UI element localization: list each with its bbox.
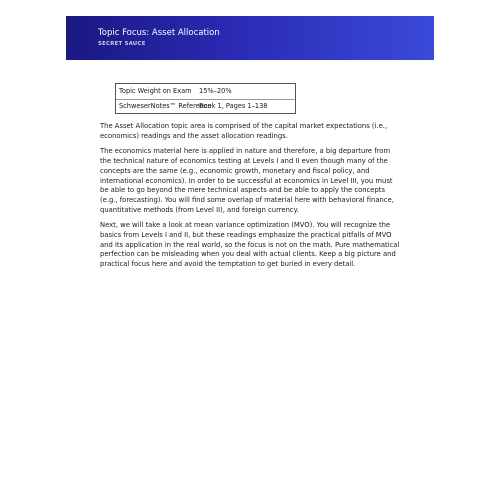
topic-info-table <box>115 83 296 114</box>
table-row <box>116 99 295 114</box>
paragraph: The economics material here is applied in nature and therefore, a big departure from the technical nature of economics testing at Levels I and II even though many of the concepts are the same (e.g., economic growth, monetary and fiscal policy, and international economics). In order to be successful at economics in Level III, you must be able to go beyond the mere technical aspects and be able to apply the concepts (e.g., forecasting). You will find some overlap of material here with behavioral finance, quantitative methods (from Level II), and foreign currency. <box>100 147 394 214</box>
header-banner <box>66 16 434 60</box>
reference-label: SchweserNotes™ Reference <box>119 102 212 110</box>
section-subtitle: SECRET SAUCE <box>98 41 146 47</box>
reference-value: Book 1, Pages 1–138 <box>199 102 268 110</box>
table-row <box>116 84 295 100</box>
topic-weight-label: Topic Weight on Exam <box>119 87 192 95</box>
topic-weight-value: 15%–20% <box>199 87 232 95</box>
paragraph: The Asset Allocation topic area is comprised of the capital market expectations (i.e., economics) readings and the asset allocation readings. <box>100 122 388 140</box>
page-title: Topic Focus: Asset Allocation <box>98 28 220 38</box>
body-text <box>100 122 400 276</box>
paragraph: Next, we will take a look at mean variance optimization (MVO). You will recognize the basics from Levels I and II, but these readings emphasize the practical pitfalls of MVO and its application in the real world, so the focus is not on the math. Pure mathematical perfection can be misleading when you deal with actual clients. Keep a big picture and practical focus here and avoid the temptation to get buried in every detail. <box>100 221 400 269</box>
